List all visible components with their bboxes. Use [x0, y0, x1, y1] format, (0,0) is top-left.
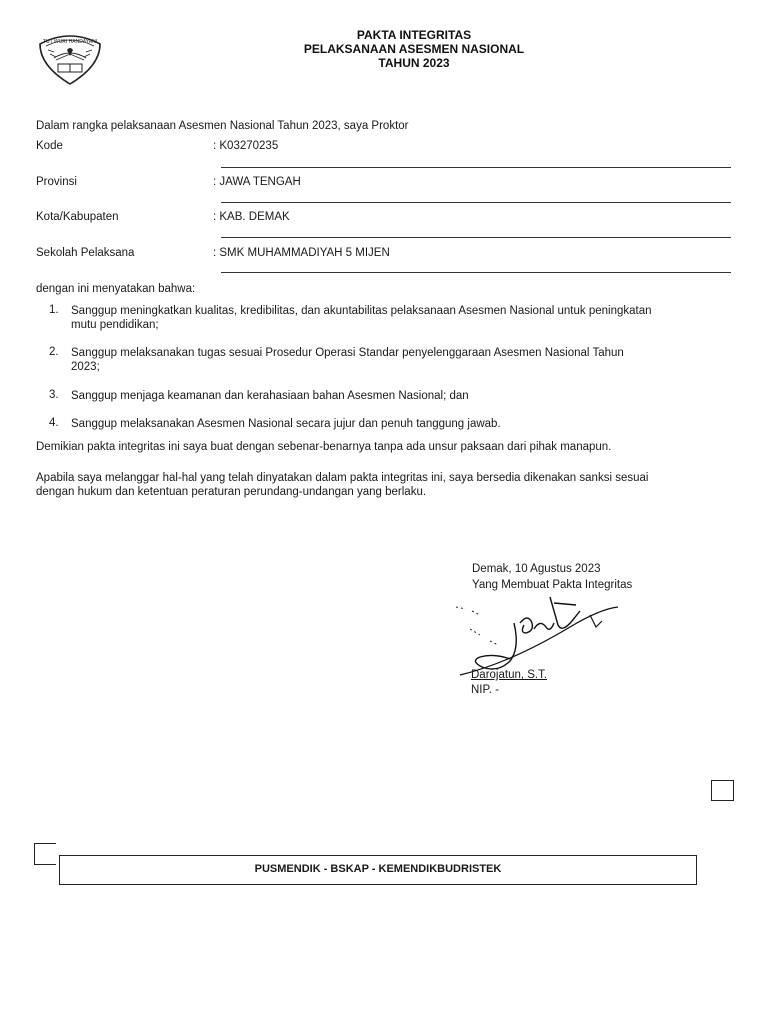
- statement-number: 4.: [49, 417, 59, 429]
- statement-line: Sanggup menjaga keamanan dan kerahasiaan bahan Asesmen Nasional; dan: [71, 390, 469, 402]
- corner-box: [711, 780, 734, 801]
- field-underline: [221, 202, 731, 203]
- svg-text:TUT WURI HANDAYANI: TUT WURI HANDAYANI: [42, 39, 98, 45]
- title-line-2: PELAKSANAAN ASESMEN NASIONAL: [303, 42, 525, 56]
- field-label-kota: Kota/Kabupaten: [36, 211, 119, 223]
- field-value-provinsi: : JAWA TENGAH: [213, 176, 301, 188]
- field-value-kota: : KAB. DEMAK: [213, 211, 290, 223]
- statement-number: 2.: [49, 346, 59, 358]
- signer-role: Yang Membuat Pakta Integritas: [472, 579, 633, 591]
- statement-number: 1.: [49, 304, 59, 316]
- statement-line: mutu pendidikan;: [71, 319, 159, 331]
- statement-line: Sanggup melaksanakan tugas sesuai Prosedur Operasi Standar penyelenggaraan Asesmen Nasional Tahun: [71, 347, 624, 359]
- statement-item: [71, 389, 721, 403]
- closing-line: dengan hukum dan ketentuan peraturan perundang-undangan yang berlaku.: [36, 486, 427, 498]
- footer-text: PUSMENDIK - BSKAP - KEMENDIKBUDRISTEK: [254, 863, 502, 875]
- place-date: Demak, 10 Agustus 2023: [472, 563, 601, 575]
- statement-number: 3.: [49, 389, 59, 401]
- title-line-3: TAHUN 2023: [378, 56, 450, 70]
- statement-item: [71, 346, 721, 374]
- statement-line: Sanggup meningkatkan kualitas, kredibilitas, dan akuntabilitas pelaksanaan Asesmen Nasional untuk peningkatan: [71, 305, 652, 317]
- field-label-provinsi: Provinsi: [36, 176, 77, 188]
- closing-paragraph-2: [36, 471, 716, 499]
- closing-line: Apabila saya melanggar hal-hal yang telah dinyatakan dalam pakta integritas ini, saya bersedia dikenakan sanksi sesuai: [36, 472, 649, 484]
- intro-text: Dalam rangka pelaksanaan Asesmen Nasional Tahun 2023, saya Proktor: [36, 120, 409, 132]
- field-value-kode: : K03270235: [213, 140, 279, 152]
- field-underline: [221, 272, 731, 273]
- signer-nip: NIP. -: [471, 684, 499, 696]
- field-underline: [221, 237, 731, 238]
- field-label-sekolah: Sekolah Pelaksana: [36, 247, 135, 259]
- signer-name: Darojatun, S.T.: [471, 669, 548, 681]
- statement-line: 2023;: [71, 361, 100, 373]
- field-label-kode: Kode: [36, 140, 63, 152]
- field-underline: [221, 167, 731, 168]
- document-title: [0, 28, 768, 70]
- statement-item: [71, 417, 721, 431]
- statement-item: [71, 304, 721, 332]
- field-value-sekolah: : SMK MUHAMMADIYAH 5 MIJEN: [213, 247, 390, 259]
- title-line-1: PAKTA INTEGRITAS: [356, 28, 472, 42]
- footer-banner: [59, 855, 697, 885]
- closing-paragraph-1: Demikian pakta integritas ini saya buat dengan sebenar-benarnya tanpa ada unsur paksaan dari pihak manapun.: [36, 441, 612, 453]
- handwritten-signature: [450, 593, 625, 679]
- corner-mark: [34, 843, 56, 865]
- statement-intro: dengan ini menyatakan bahwa:: [36, 283, 196, 295]
- statement-line: Sanggup melaksanakan Asesmen Nasional secara jujur dan penuh tanggung jawab.: [71, 418, 501, 430]
